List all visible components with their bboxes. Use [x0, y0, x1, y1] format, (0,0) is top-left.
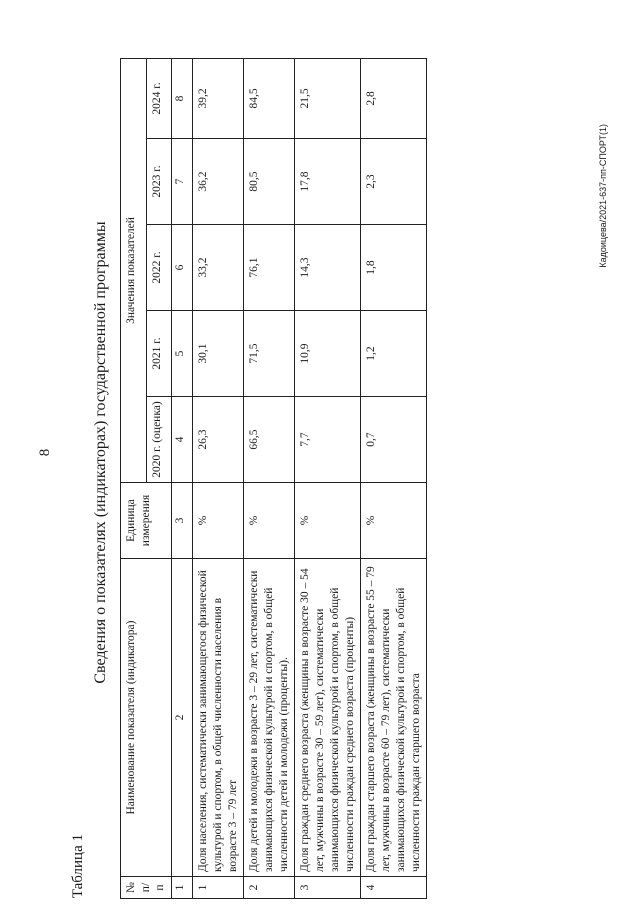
- row-unit: %: [244, 483, 295, 559]
- table-title: Сведения о показателях (индикаторах) государственной программы: [92, 221, 109, 684]
- header-year: 2020 г. (оценка): [146, 397, 172, 483]
- column-number: 1: [172, 877, 193, 899]
- row-value: 14,3: [295, 225, 361, 311]
- column-number: 8: [172, 58, 193, 138]
- column-number: 6: [172, 225, 193, 311]
- column-number: 4: [172, 397, 193, 483]
- table-row: [295, 58, 361, 898]
- table-number: Таблица 1: [70, 834, 86, 899]
- table-row: [244, 58, 295, 898]
- row-value: 1,8: [361, 225, 427, 311]
- column-number: 5: [172, 311, 193, 397]
- row-value: 33,2: [193, 225, 244, 311]
- header-name: Наименование показателя (индикатора): [121, 559, 172, 877]
- header-row-1: [121, 58, 147, 898]
- document-reference: Кадоицева/2021-637-пп-СПОРТ(1): [598, 124, 608, 268]
- row-num: 1: [193, 877, 244, 899]
- row-value: 30,1: [193, 311, 244, 397]
- header-num: № п/п: [121, 877, 172, 899]
- row-num: 4: [361, 877, 427, 899]
- row-unit: %: [193, 483, 244, 559]
- table-row: [193, 58, 244, 898]
- row-value: 84,5: [244, 58, 295, 138]
- row-value: 7,7: [295, 397, 361, 483]
- row-name: Доля населения, систематически занимающегося физической культурой и спортом, в общей численности населения в возрасте 3 – 79 лет: [193, 559, 244, 877]
- header-year: 2023 г.: [146, 139, 172, 225]
- header-year: 2021 г.: [146, 311, 172, 397]
- row-num: 3: [295, 877, 361, 899]
- row-value: 2,8: [361, 58, 427, 138]
- row-name: Доля детей и молодежи в возрасте 3 – 29 лет, систематически занимающихся физической культурой и спортом, в общей численности детей и молодежи (проценты).: [244, 559, 295, 877]
- row-value: 80,5: [244, 139, 295, 225]
- row-name: Доля граждан старшего возраста (женщины в возрасте 55 – 79 лет, мужчины в возрасте 60 – 79 лет), систематически занимающихся физической культурой и спортом, в общей численности граждан старшего возраста: [361, 559, 427, 877]
- row-value: 71,5: [244, 311, 295, 397]
- row-value: 66,5: [244, 397, 295, 483]
- row-value: 76,1: [244, 225, 295, 311]
- row-value: 21,5: [295, 58, 361, 138]
- row-value: 1,2: [361, 311, 427, 397]
- row-value: 39,2: [193, 58, 244, 138]
- row-value: 0,7: [361, 397, 427, 483]
- table-row: [361, 58, 427, 898]
- row-value: 10,9: [295, 311, 361, 397]
- row-value: 36,2: [193, 139, 244, 225]
- row-value: 26,3: [193, 397, 244, 483]
- header-values-group: Значения показателей: [121, 58, 147, 482]
- header-unit: Единица измерения: [121, 483, 172, 559]
- indicators-table: [120, 58, 427, 899]
- row-value: 2,3: [361, 139, 427, 225]
- column-number-row: [172, 58, 193, 898]
- row-unit: %: [361, 483, 427, 559]
- page-number: 8: [37, 448, 53, 457]
- header-year: 2022 г.: [146, 225, 172, 311]
- row-unit: %: [295, 483, 361, 559]
- column-number: 7: [172, 139, 193, 225]
- header-year: 2024 г.: [146, 58, 172, 138]
- column-number: 3: [172, 483, 193, 559]
- row-value: 17,8: [295, 139, 361, 225]
- column-number: 2: [172, 559, 193, 877]
- row-num: 2: [244, 877, 295, 899]
- row-name: Доля граждан среднего возраста (женщины в возрасте 30 – 54 лет, мужчины в возрасте 30 – 59 лет), систематически занимающихся физической культурой и спортом, в общей численности граждан среднего возраста (проценты): [295, 559, 361, 877]
